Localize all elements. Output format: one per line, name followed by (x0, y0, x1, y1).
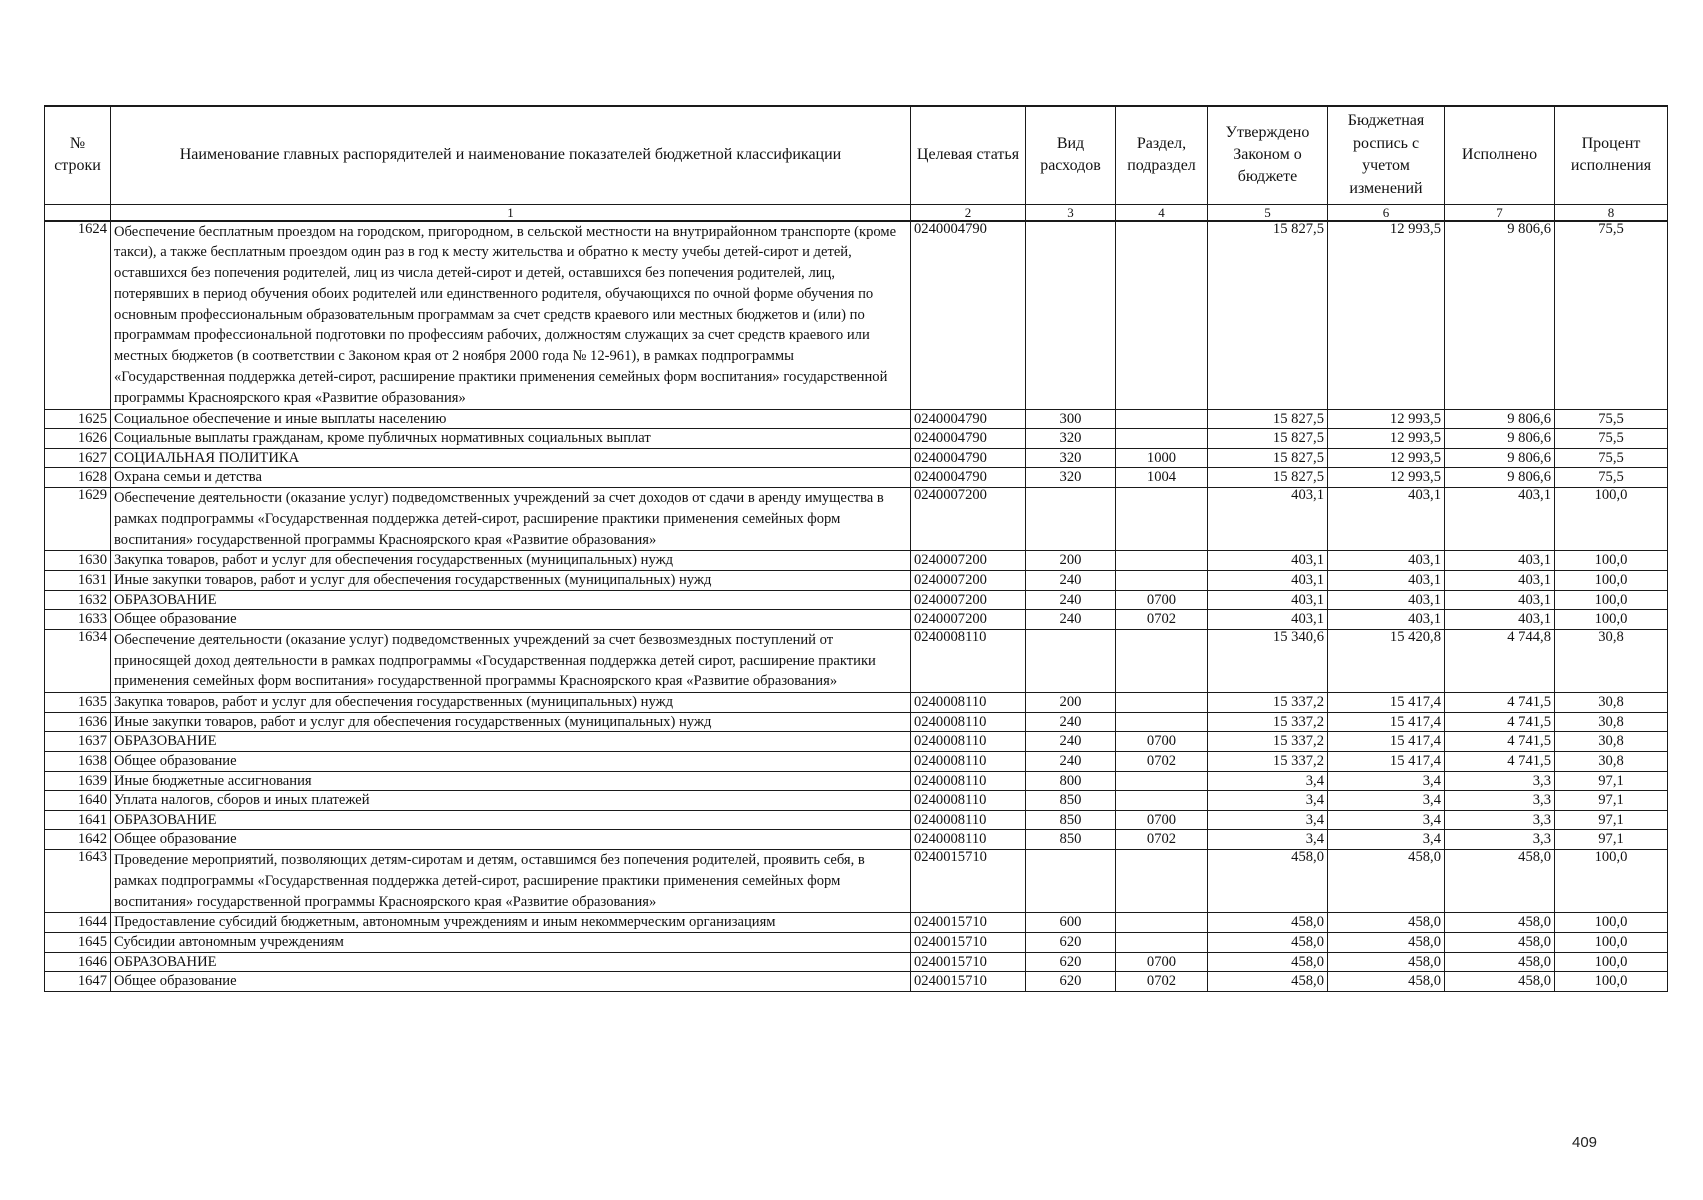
table-row (45, 849, 1668, 912)
section-cell (1116, 551, 1208, 571)
approved-cell: 15 337,2 (1208, 751, 1328, 771)
expense-type-cell: 320 (1026, 468, 1116, 488)
percent-cell: 75,5 (1555, 409, 1668, 429)
percent-cell: 75,5 (1555, 221, 1668, 410)
executed-cell: 9 806,6 (1445, 468, 1555, 488)
target-article-cell: 0240007200 (911, 551, 1026, 571)
executed-cell: 403,1 (1445, 488, 1555, 551)
percent-cell: 30,8 (1555, 693, 1668, 713)
approved-cell: 458,0 (1208, 972, 1328, 992)
percent-cell: 97,1 (1555, 771, 1668, 791)
expense-type-cell: 240 (1026, 590, 1116, 610)
table-row (45, 830, 1668, 850)
approved-cell: 458,0 (1208, 952, 1328, 972)
row-number-cell: 1645 (45, 932, 111, 952)
row-name-cell: Обеспечение деятельности (оказание услуг) подведомственных учреждений за счет доходов от сдачи в аренду имущества в рамках подпрограммы «Государственная поддержка детей-сирот, расширение практики применения семейных форм воспитания» государственной программы Красноярского края «Развитие образования» (111, 488, 911, 551)
expense-type-cell: 850 (1026, 791, 1116, 811)
expense-type-cell: 200 (1026, 693, 1116, 713)
target-article-cell: 0240015710 (911, 952, 1026, 972)
header-expense-type: Вид расходов (1026, 106, 1116, 204)
section-cell (1116, 932, 1208, 952)
row-name-cell: ОБРАЗОВАНИЕ (111, 732, 911, 752)
section-cell (1116, 571, 1208, 591)
column-number: 5 (1208, 204, 1328, 221)
header-approved: Утверждено Законом о бюджете (1208, 106, 1328, 204)
section-cell (1116, 712, 1208, 732)
table-row (45, 551, 1668, 571)
target-article-cell: 0240004790 (911, 409, 1026, 429)
percent-cell: 97,1 (1555, 830, 1668, 850)
table-row (45, 952, 1668, 972)
target-article-cell: 0240008110 (911, 771, 1026, 791)
section-cell: 0700 (1116, 590, 1208, 610)
section-cell (1116, 488, 1208, 551)
budget-list-cell: 12 993,5 (1328, 429, 1445, 449)
row-number-cell: 1636 (45, 712, 111, 732)
approved-cell: 458,0 (1208, 849, 1328, 912)
target-article-cell: 0240008110 (911, 732, 1026, 752)
expense-type-cell: 320 (1026, 448, 1116, 468)
row-name-cell: Уплата налогов, сборов и иных платежей (111, 791, 911, 811)
table-row (45, 468, 1668, 488)
header-row (45, 106, 1668, 204)
approved-cell: 3,4 (1208, 791, 1328, 811)
table-row (45, 429, 1668, 449)
executed-cell: 3,3 (1445, 810, 1555, 830)
target-article-cell: 0240004790 (911, 468, 1026, 488)
approved-cell: 15 340,6 (1208, 629, 1328, 692)
table-row (45, 913, 1668, 933)
table-row (45, 972, 1668, 992)
row-number-cell: 1632 (45, 590, 111, 610)
row-number-cell: 1643 (45, 849, 111, 912)
target-article-cell: 0240004790 (911, 429, 1026, 449)
section-cell: 0702 (1116, 610, 1208, 630)
header-target-article: Целевая статья (911, 106, 1026, 204)
executed-cell: 458,0 (1445, 972, 1555, 992)
expense-type-cell: 620 (1026, 952, 1116, 972)
row-number-cell: 1625 (45, 409, 111, 429)
column-number: 4 (1116, 204, 1208, 221)
budget-list-cell: 3,4 (1328, 791, 1445, 811)
expense-type-cell: 240 (1026, 751, 1116, 771)
row-number-cell: 1628 (45, 468, 111, 488)
percent-cell: 30,8 (1555, 629, 1668, 692)
executed-cell: 9 806,6 (1445, 429, 1555, 449)
section-cell: 0702 (1116, 830, 1208, 850)
header-percent: Процент исполнения (1555, 106, 1668, 204)
expense-type-cell: 600 (1026, 913, 1116, 933)
section-cell (1116, 791, 1208, 811)
column-number-blank (45, 204, 111, 221)
column-number: 1 (111, 204, 911, 221)
budget-list-cell: 3,4 (1328, 810, 1445, 830)
executed-cell: 403,1 (1445, 551, 1555, 571)
executed-cell: 458,0 (1445, 849, 1555, 912)
expense-type-cell (1026, 221, 1116, 410)
row-number-cell: 1639 (45, 771, 111, 791)
section-cell: 0702 (1116, 751, 1208, 771)
header-section: Раздел, подраздел (1116, 106, 1208, 204)
table-row (45, 932, 1668, 952)
row-number-cell: 1646 (45, 952, 111, 972)
target-article-cell: 0240008110 (911, 830, 1026, 850)
budget-list-cell: 458,0 (1328, 913, 1445, 933)
row-name-cell: Охрана семьи и детства (111, 468, 911, 488)
section-cell: 1004 (1116, 468, 1208, 488)
executed-cell: 4 744,8 (1445, 629, 1555, 692)
percent-cell: 97,1 (1555, 810, 1668, 830)
table-row (45, 629, 1668, 692)
expense-type-cell: 240 (1026, 732, 1116, 752)
budget-list-cell: 3,4 (1328, 830, 1445, 850)
target-article-cell: 0240008110 (911, 751, 1026, 771)
approved-cell: 403,1 (1208, 488, 1328, 551)
section-cell (1116, 221, 1208, 410)
row-name-cell: Проведение мероприятий, позволяющих детям-сиротам и детям, оставшимся без попечения родителей, проявить себя, в рамках подпрограммы «Государственная поддержка детей-сирот, расширение практики применения семейных форм воспитания» государственной программы Красноярского края «Развитие образования» (111, 849, 911, 912)
approved-cell: 15 827,5 (1208, 409, 1328, 429)
row-name-cell: Общее образование (111, 830, 911, 850)
budget-list-cell: 403,1 (1328, 571, 1445, 591)
approved-cell: 15 827,5 (1208, 448, 1328, 468)
row-number-cell: 1627 (45, 448, 111, 468)
executed-cell: 3,3 (1445, 791, 1555, 811)
expense-type-cell (1026, 849, 1116, 912)
executed-cell: 4 741,5 (1445, 693, 1555, 713)
row-number-cell: 1635 (45, 693, 111, 713)
page-number: 409 (1572, 1134, 1598, 1151)
expense-type-cell: 240 (1026, 610, 1116, 630)
table-row (45, 732, 1668, 752)
row-number-cell: 1640 (45, 791, 111, 811)
percent-cell: 100,0 (1555, 952, 1668, 972)
budget-list-cell: 12 993,5 (1328, 221, 1445, 410)
expense-type-cell: 320 (1026, 429, 1116, 449)
row-number-cell: 1638 (45, 751, 111, 771)
target-article-cell: 0240007200 (911, 590, 1026, 610)
section-cell (1116, 849, 1208, 912)
section-cell (1116, 429, 1208, 449)
expense-type-cell: 620 (1026, 932, 1116, 952)
percent-cell: 30,8 (1555, 751, 1668, 771)
row-name-cell: Социальное обеспечение и иные выплаты населению (111, 409, 911, 429)
expense-type-cell (1026, 488, 1116, 551)
budget-execution-table (44, 105, 1668, 992)
approved-cell: 15 827,5 (1208, 221, 1328, 410)
approved-cell: 403,1 (1208, 571, 1328, 591)
row-number-cell: 1647 (45, 972, 111, 992)
budget-list-cell: 458,0 (1328, 849, 1445, 912)
executed-cell: 4 741,5 (1445, 732, 1555, 752)
column-number: 8 (1555, 204, 1668, 221)
percent-cell: 75,5 (1555, 468, 1668, 488)
executed-cell: 458,0 (1445, 913, 1555, 933)
column-numbers-row (45, 204, 1668, 221)
row-name-cell: Иные закупки товаров, работ и услуг для обеспечения государственных (муниципальных) нужд (111, 712, 911, 732)
target-article-cell: 0240007200 (911, 488, 1026, 551)
percent-cell: 100,0 (1555, 590, 1668, 610)
expense-type-cell: 240 (1026, 712, 1116, 732)
column-number: 2 (911, 204, 1026, 221)
target-article-cell: 0240008110 (911, 629, 1026, 692)
approved-cell: 458,0 (1208, 913, 1328, 933)
target-article-cell: 0240008110 (911, 712, 1026, 732)
approved-cell: 458,0 (1208, 932, 1328, 952)
executed-cell: 9 806,6 (1445, 221, 1555, 410)
target-article-cell: 0240004790 (911, 221, 1026, 410)
budget-list-cell: 15 417,4 (1328, 712, 1445, 732)
row-number-cell: 1626 (45, 429, 111, 449)
expense-type-cell (1026, 629, 1116, 692)
row-name-cell: Социальные выплаты гражданам, кроме публичных нормативных социальных выплат (111, 429, 911, 449)
section-cell (1116, 913, 1208, 933)
table-body (45, 221, 1668, 992)
table-row (45, 221, 1668, 410)
section-cell: 0700 (1116, 952, 1208, 972)
approved-cell: 15 827,5 (1208, 429, 1328, 449)
approved-cell: 3,4 (1208, 830, 1328, 850)
column-number: 7 (1445, 204, 1555, 221)
row-number-cell: 1630 (45, 551, 111, 571)
expense-type-cell: 800 (1026, 771, 1116, 791)
budget-list-cell: 403,1 (1328, 590, 1445, 610)
table-row (45, 712, 1668, 732)
target-article-cell: 0240008110 (911, 810, 1026, 830)
column-number: 6 (1328, 204, 1445, 221)
table-row (45, 409, 1668, 429)
section-cell (1116, 409, 1208, 429)
budget-list-cell: 15 417,4 (1328, 751, 1445, 771)
row-number-cell: 1634 (45, 629, 111, 692)
table-row (45, 791, 1668, 811)
percent-cell: 100,0 (1555, 488, 1668, 551)
expense-type-cell: 620 (1026, 972, 1116, 992)
row-number-cell: 1629 (45, 488, 111, 551)
executed-cell: 403,1 (1445, 571, 1555, 591)
approved-cell: 15 337,2 (1208, 693, 1328, 713)
table-row (45, 693, 1668, 713)
header-budget-list: Бюджетная роспись с учетом изменений (1328, 106, 1445, 204)
budget-list-cell: 403,1 (1328, 610, 1445, 630)
percent-cell: 100,0 (1555, 913, 1668, 933)
approved-cell: 15 337,2 (1208, 712, 1328, 732)
executed-cell: 9 806,6 (1445, 448, 1555, 468)
percent-cell: 30,8 (1555, 712, 1668, 732)
table-row (45, 810, 1668, 830)
row-name-cell: Иные бюджетные ассигнования (111, 771, 911, 791)
section-cell (1116, 693, 1208, 713)
target-article-cell: 0240015710 (911, 932, 1026, 952)
executed-cell: 4 741,5 (1445, 712, 1555, 732)
executed-cell: 3,3 (1445, 830, 1555, 850)
approved-cell: 403,1 (1208, 610, 1328, 630)
approved-cell: 3,4 (1208, 810, 1328, 830)
executed-cell: 458,0 (1445, 932, 1555, 952)
executed-cell: 4 741,5 (1445, 751, 1555, 771)
table-row (45, 448, 1668, 468)
row-name-cell: Общее образование (111, 610, 911, 630)
table-row (45, 751, 1668, 771)
section-cell: 1000 (1116, 448, 1208, 468)
row-name-cell: Субсидии автономным учреждениям (111, 932, 911, 952)
approved-cell: 3,4 (1208, 771, 1328, 791)
row-name-cell: Предоставление субсидий бюджетным, автономным учреждениям и иным некоммерческим организациям (111, 913, 911, 933)
section-cell (1116, 771, 1208, 791)
row-name-cell: Общее образование (111, 972, 911, 992)
approved-cell: 403,1 (1208, 551, 1328, 571)
table-row (45, 571, 1668, 591)
row-number-cell: 1624 (45, 221, 111, 410)
header-executed: Исполнено (1445, 106, 1555, 204)
budget-list-cell: 458,0 (1328, 952, 1445, 972)
row-name-cell: Закупка товаров, работ и услуг для обеспечения государственных (муниципальных) нужд (111, 551, 911, 571)
target-article-cell: 0240008110 (911, 693, 1026, 713)
target-article-cell: 0240008110 (911, 791, 1026, 811)
section-cell: 0700 (1116, 810, 1208, 830)
row-name-cell: Обеспечение деятельности (оказание услуг) подведомственных учреждений за счет безвозмездных поступлений от приносящей доход деятельности в рамках подпрограммы «Государственная поддержка детей сирот, расширение практики применения семейных форм воспитания» государственной программы Красноярского края «Развитие образования» (111, 629, 911, 692)
row-number-cell: 1631 (45, 571, 111, 591)
budget-list-cell: 12 993,5 (1328, 448, 1445, 468)
row-name-cell: Обеспечение бесплатным проездом на городском, пригородном, в сельской местности на внутрирайонном транспорте (кроме такси), а также бесплатным проездом один раз в год к месту жительства и обратно к месту учебы детей-сирот и детей, оставшихся без попечения родителей, лиц из числа детей-сирот и детей, оставшихся без попечения родителей, лиц, потерявших в период обучения обоих родителей или единственного родителя, обучающихся по очной форме обучения по основным профессиональным образовательным программам за счет средств краевого или местных бюджетов и (или) по программам профессиональной подготовки по профессиям рабочих, должностям служащих за счет средств краевого или местных бюджетов (в соответствии с Законом края от 2 ноября 2000 года № 12-961), в рамках подпрограммы «Государственная поддержка детей-сирот, расширение практики применения семейных форм воспитания» государственной программы Красноярского края «Развитие образования» (111, 221, 911, 410)
table-row (45, 488, 1668, 551)
row-number-cell: 1641 (45, 810, 111, 830)
table-row (45, 590, 1668, 610)
target-article-cell: 0240007200 (911, 610, 1026, 630)
executed-cell: 403,1 (1445, 590, 1555, 610)
expense-type-cell: 850 (1026, 810, 1116, 830)
row-name-cell: СОЦИАЛЬНАЯ ПОЛИТИКА (111, 448, 911, 468)
table-row (45, 610, 1668, 630)
budget-list-cell: 15 420,8 (1328, 629, 1445, 692)
row-number-cell: 1633 (45, 610, 111, 630)
table-row (45, 771, 1668, 791)
row-number-cell: 1637 (45, 732, 111, 752)
expense-type-cell: 850 (1026, 830, 1116, 850)
executed-cell: 458,0 (1445, 952, 1555, 972)
budget-report-sheet (44, 105, 1667, 992)
budget-list-cell: 12 993,5 (1328, 468, 1445, 488)
expense-type-cell: 200 (1026, 551, 1116, 571)
percent-cell: 97,1 (1555, 791, 1668, 811)
expense-type-cell: 300 (1026, 409, 1116, 429)
row-name-cell: ОБРАЗОВАНИЕ (111, 952, 911, 972)
executed-cell: 403,1 (1445, 610, 1555, 630)
budget-list-cell: 458,0 (1328, 972, 1445, 992)
budget-list-cell: 458,0 (1328, 932, 1445, 952)
approved-cell: 15 337,2 (1208, 732, 1328, 752)
budget-list-cell: 12 993,5 (1328, 409, 1445, 429)
section-cell (1116, 629, 1208, 692)
budget-list-cell: 403,1 (1328, 488, 1445, 551)
row-name-cell: Закупка товаров, работ и услуг для обеспечения государственных (муниципальных) нужд (111, 693, 911, 713)
percent-cell: 100,0 (1555, 972, 1668, 992)
percent-cell: 100,0 (1555, 932, 1668, 952)
row-name-cell: ОБРАЗОВАНИЕ (111, 810, 911, 830)
percent-cell: 75,5 (1555, 429, 1668, 449)
percent-cell: 30,8 (1555, 732, 1668, 752)
target-article-cell: 0240015710 (911, 972, 1026, 992)
header-name: Наименование главных распорядителей и наименование показателей бюджетной классификации (111, 106, 911, 204)
row-number-cell: 1642 (45, 830, 111, 850)
section-cell: 0700 (1116, 732, 1208, 752)
budget-list-cell: 15 417,4 (1328, 693, 1445, 713)
row-number-cell: 1644 (45, 913, 111, 933)
target-article-cell: 0240004790 (911, 448, 1026, 468)
row-name-cell: ОБРАЗОВАНИЕ (111, 590, 911, 610)
executed-cell: 9 806,6 (1445, 409, 1555, 429)
target-article-cell: 0240007200 (911, 571, 1026, 591)
budget-list-cell: 3,4 (1328, 771, 1445, 791)
row-name-cell: Иные закупки товаров, работ и услуг для обеспечения государственных (муниципальных) нужд (111, 571, 911, 591)
header-row-number: № строки (45, 106, 111, 204)
expense-type-cell: 240 (1026, 571, 1116, 591)
percent-cell: 75,5 (1555, 448, 1668, 468)
percent-cell: 100,0 (1555, 551, 1668, 571)
target-article-cell: 0240015710 (911, 849, 1026, 912)
section-cell: 0702 (1116, 972, 1208, 992)
percent-cell: 100,0 (1555, 610, 1668, 630)
percent-cell: 100,0 (1555, 849, 1668, 912)
approved-cell: 403,1 (1208, 590, 1328, 610)
percent-cell: 100,0 (1555, 571, 1668, 591)
executed-cell: 3,3 (1445, 771, 1555, 791)
approved-cell: 15 827,5 (1208, 468, 1328, 488)
budget-list-cell: 15 417,4 (1328, 732, 1445, 752)
budget-list-cell: 403,1 (1328, 551, 1445, 571)
target-article-cell: 0240015710 (911, 913, 1026, 933)
row-name-cell: Общее образование (111, 751, 911, 771)
column-number: 3 (1026, 204, 1116, 221)
